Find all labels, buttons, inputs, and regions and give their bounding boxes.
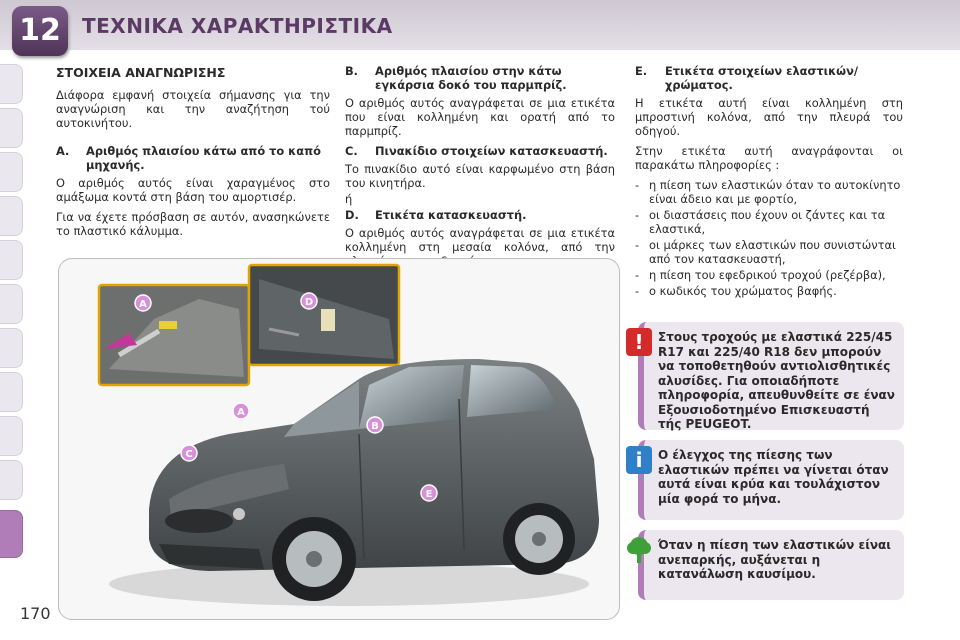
- list-item: - η πίεση των ελαστικών όταν το αυτοκίνητο είναι άδειο και με φορτίο,: [635, 178, 901, 206]
- svg-text:A: A: [139, 299, 147, 310]
- chapter-number-badge: 12: [12, 6, 68, 56]
- intro-text: Διάφορα εμφανή στοιχεία σήμανσης για την αναγνώριση και την αναζήτηση τού αυτοκινήτου.: [56, 88, 330, 130]
- side-tab-10[interactable]: [0, 460, 23, 500]
- list-item: - οι διαστάσεις που έχουν οι ζάντες και τα ελαστικά,: [635, 208, 886, 236]
- warning-icon: !: [626, 328, 652, 356]
- engine-bay-inset: [99, 285, 249, 385]
- side-tab-3[interactable]: [0, 152, 23, 192]
- side-tab-4[interactable]: [0, 196, 23, 236]
- eco-note: [638, 530, 904, 600]
- item-a-text-2: Για να έχετε πρόσβαση σε αυτόν, ανασηκώνετε το πλαστικό κάλυμμα.: [56, 210, 330, 238]
- side-tab-12-active[interactable]: [0, 510, 23, 558]
- front-wheel: [272, 517, 356, 601]
- car-identification-figure: [58, 258, 620, 620]
- side-tab-6[interactable]: [0, 284, 23, 324]
- warning-note: [634, 322, 904, 431]
- item-e-text-2: Στην ετικέτα αυτή αναγράφονται οι παρακάτω πληροφορίες :: [635, 144, 903, 172]
- item-a-title: [56, 144, 330, 172]
- item-d-title: [345, 208, 615, 222]
- item-a-letter: A.: [56, 144, 70, 158]
- list-item: - οι μάρκες των ελαστικών που συνιστώνται από τον κατασκευαστή,: [635, 238, 896, 266]
- label-a-marker-car: [233, 403, 249, 419]
- or-text: ή: [345, 192, 353, 206]
- page-number: 170: [20, 604, 51, 623]
- car-illustration: [59, 259, 619, 619]
- side-tab-9[interactable]: [0, 416, 23, 456]
- item-e-title-text: Ετικέτα στοιχείων ελαστικών/ χρώματος.: [665, 64, 859, 92]
- label-b-marker: [367, 417, 383, 433]
- svg-text:A: A: [237, 407, 245, 418]
- warning-text: Στους τροχούς με ελαστικά 225/45 R17 και 225/40 R18 δεν μπορούν να τοποθετηθούν αντιολισθητικές αλυσίδες. Για οποιαδήποτε πληροφορία, απευθυνθείτε σε έναν Εξουσιοδοτημένο Επισκευαστή τής PEUGEOT.: [658, 330, 895, 431]
- side-tab-5[interactable]: [0, 240, 23, 280]
- item-c-letter: C.: [345, 144, 358, 158]
- side-tab-7[interactable]: [0, 328, 23, 368]
- column-right: [635, 64, 903, 300]
- svg-text:C: C: [185, 449, 193, 460]
- side-tab-2[interactable]: [0, 108, 23, 148]
- item-d-title-text: Ετικέτα κατασκευαστή.: [375, 208, 527, 222]
- item-b-letter: B.: [345, 64, 359, 78]
- info-note: [635, 440, 904, 520]
- chapter-title: ΤΕΧΝΙΚΑ ΧΑΡΑΚΤΗΡΙΣΤΙΚΑ: [82, 14, 393, 38]
- side-tab-8[interactable]: [0, 372, 23, 412]
- item-a-title-text: Αριθμός πλαισίου κάτω από το καπό μηχανής.: [86, 144, 321, 172]
- item-a-text-1: Ο αριθμός αυτός είναι χαραγμένος στο αμάξωμα κοντά στη βάση του αμορτισέρ.: [56, 176, 330, 204]
- item-b-title-text: Αριθμός πλαισίου στην κάτω εγκάρσια δοκό του παρμπρίζ.: [375, 64, 567, 92]
- column-left: [56, 66, 330, 244]
- item-e-text-1: Η ετικέτα αυτή είναι κολλημένη στη μπροστινή κολόνα, από την πλευρά του οδηγού.: [635, 96, 903, 138]
- info-icon: i: [626, 446, 652, 474]
- item-e-letter: E.: [635, 64, 648, 78]
- tree-icon: [626, 536, 652, 564]
- svg-text:E: E: [425, 489, 433, 500]
- list-item: - η πίεση του εφεδρικού τροχού (ρεζέρβα),: [635, 268, 886, 282]
- item-c-title: [345, 144, 615, 158]
- item-d-letter: D.: [345, 208, 359, 222]
- item-e-title: [635, 64, 903, 92]
- side-tab-1[interactable]: [0, 64, 23, 104]
- label-d-marker: [301, 293, 317, 309]
- item-d-text: Ο αριθμός αυτός αναγράφεται σε μια ετικέτα κολλημένη στη μεσαία κολόνα, από την: [345, 226, 615, 254]
- label-a-marker: [135, 295, 151, 311]
- section-heading: ΣΤΟΙΧΕΙΑ ΑΝΑΓΝΩΡΙΣΗΣ: [56, 65, 226, 80]
- svg-text:D: D: [304, 297, 314, 308]
- label-e-marker: [421, 485, 437, 501]
- info-text: Ο έλεγχος της πίεσης των ελαστικών πρέπει να γίνεται όταν αυτά είναι κρύα και τουλάχιστον μία φορά το μήνα.: [658, 448, 889, 506]
- rear-wheel: [503, 503, 575, 575]
- eco-text: Όταν η πίεση των ελαστικών είναι ανεπαρκής, αυξάνεται η κατανάλωση καυσίμου.: [658, 538, 891, 581]
- item-c-text: Το πινακίδιο αυτό είναι καρφωμένο στη βάση του κινητήρα.: [345, 162, 615, 190]
- column-middle: [345, 64, 615, 274]
- item-b-title: [345, 64, 615, 92]
- door-pillar-inset: [249, 265, 399, 365]
- item-b-text: Ο αριθμός αυτός αναγράφεται σε μια ετικέτα που είναι κολλημένη και ορατή από το παρμπρίζ.: [345, 96, 615, 138]
- list-item: - ο κωδικός του χρώματος βαφής.: [635, 284, 837, 298]
- label-c-marker: [181, 445, 197, 461]
- svg-text:B: B: [371, 421, 379, 432]
- item-c-title-text: Πινακίδιο στοιχείων κατασκευαστή.: [375, 144, 608, 158]
